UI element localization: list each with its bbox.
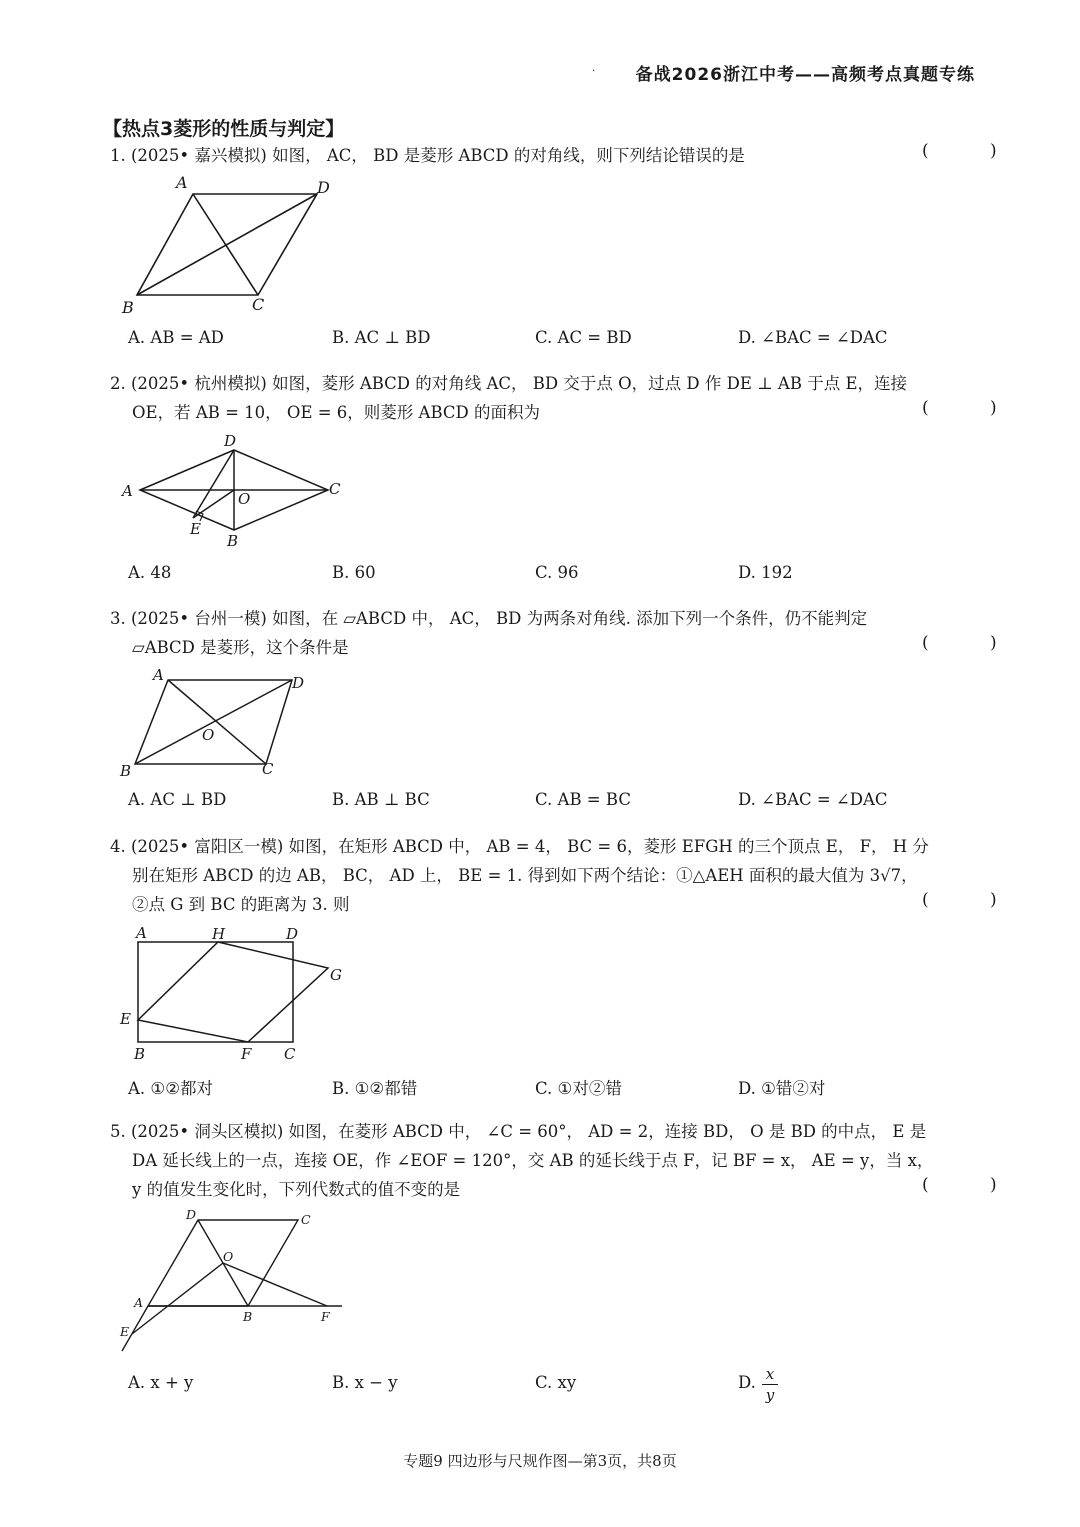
option-5d-prefix: D.	[738, 1373, 756, 1392]
question-3-line-1: 3. (2025• 台州一模) 如图，在 ▱ABCD 中， AC， BD 为两条对角线. 添加下列一个条件，仍不能判定	[110, 609, 868, 628]
answer-paren-4: ( )	[922, 890, 1025, 910]
option-1a: A. AB = AD	[128, 328, 224, 347]
fraction-numerator: x	[765, 1365, 775, 1383]
answer-paren-5: ( )	[922, 1175, 1025, 1195]
label-h: H	[212, 925, 226, 943]
label-d: D	[292, 674, 305, 692]
option-3a: A. AC ⊥ BD	[128, 790, 227, 809]
option-4c: C. ①对②错	[535, 1079, 622, 1098]
fraction-denominator: y	[765, 1386, 775, 1404]
label-b: B	[122, 298, 134, 317]
label-b: B	[243, 1309, 253, 1324]
label-c: C	[284, 1045, 296, 1063]
label-f: F	[321, 1309, 330, 1324]
label-o: O	[202, 726, 215, 744]
label-b: B	[120, 762, 132, 780]
rectangle-abcd	[138, 942, 293, 1042]
question-4-line-2: 别在矩形 ABCD 的边 AB， BC， AD 上， BE = 1. 得到如下两个结论：①△AEH 面积的最大值为 3√7，	[132, 866, 918, 885]
option-1d: D. ∠BAC = ∠DAC	[738, 328, 888, 347]
label-o: O	[223, 1249, 234, 1264]
label-e: E	[190, 520, 201, 538]
label-d: D	[186, 1207, 197, 1222]
rhombus-efgh	[138, 942, 328, 1042]
option-2c: C. 96	[535, 563, 579, 582]
question-1-line-1: 1. (2025• 嘉兴模拟) 如图， AC， BD 是菱形 ABCD 的对角线，则下列结论错误的是	[110, 146, 745, 165]
option-1b: B. AC ⊥ BD	[332, 328, 431, 347]
option-5a: A. x + y	[128, 1373, 194, 1392]
page-footer: 专题9 四边形与尺规作图—第3页，共8页	[403, 1452, 677, 1470]
option-5c: C. xy	[535, 1373, 577, 1392]
label-e: E	[120, 1324, 130, 1339]
figure-1	[110, 170, 350, 320]
diagonal-bd	[135, 680, 292, 764]
option-4a: A. ①②都对	[128, 1079, 213, 1098]
label-a: A	[153, 666, 164, 684]
question-2-line-2: OE，若 AB = 10， OE = 6，则菱形 ABCD 的面积为	[132, 403, 540, 422]
page-header: 备战2026浙江中考——高频考点真题专练	[635, 65, 975, 85]
label-o: O	[238, 490, 251, 508]
question-5-line-2: DA 延长线上的一点，连接 OE，作 ∠EOF = 120°，交 AB 的延长线于点 F，记 BF = x， AE = y，当 x，	[132, 1151, 934, 1170]
option-2a: A. 48	[128, 563, 172, 582]
header-dot: ·	[592, 66, 596, 77]
label-b: B	[227, 532, 239, 550]
diagonal-bd	[137, 194, 317, 295]
segment-de	[193, 450, 234, 518]
question-4-line-3: ②点 G 到 BC 的距离为 3. 则	[132, 895, 350, 914]
segment-oe	[132, 1263, 223, 1334]
label-c: C	[262, 760, 274, 778]
label-d: D	[317, 178, 330, 197]
label-b: B	[134, 1045, 146, 1063]
label-a: A	[122, 482, 133, 500]
option-3b: B. AB ⊥ BC	[332, 790, 430, 809]
question-5-line-1: 5. (2025• 洞头区模拟) 如图，在菱形 ABCD 中， ∠C = 60°， AD = 2，连接 BD， O 是 BD 的中点， E 是	[110, 1122, 927, 1141]
label-a: A	[136, 924, 147, 942]
label-c: C	[329, 480, 341, 498]
option-3d: D. ∠BAC = ∠DAC	[738, 790, 888, 809]
option-1c: C. AC = BD	[535, 328, 632, 347]
figure-2	[110, 428, 360, 553]
option-5b: B. x − y	[332, 1373, 398, 1392]
answer-paren-2: ( )	[922, 398, 1025, 418]
segment-oe	[193, 490, 234, 518]
answer-paren-1: ( )	[922, 141, 1025, 161]
option-2b: B. 60	[332, 563, 376, 582]
label-f: F	[241, 1045, 252, 1063]
question-3-line-2: ▱ABCD 是菱形，这个条件是	[132, 638, 349, 657]
option-2d: D. 192	[738, 563, 793, 582]
answer-paren-3: ( )	[922, 633, 1025, 653]
option-3c: C. AB = BC	[535, 790, 631, 809]
figure-3	[110, 664, 330, 784]
label-d: D	[224, 432, 237, 450]
figure-4	[110, 920, 360, 1070]
option-4d: D. ①错②对	[738, 1079, 826, 1098]
option-4b: B. ①②都错	[332, 1079, 418, 1098]
question-2-line-1: 2. (2025• 杭州模拟) 如图，菱形 ABCD 的对角线 AC， BD 交于点 O，过点 D 作 DE ⊥ AB 于点 E，连接	[110, 374, 907, 393]
label-g: G	[330, 966, 342, 984]
fraction-bar	[762, 1384, 778, 1385]
label-a: A	[134, 1295, 144, 1310]
segment-of	[223, 1263, 327, 1306]
question-4-line-1: 4. (2025• 富阳区一模) 如图，在矩形 ABCD 中， AB = 4， BC = 6，菱形 EFGH 的三个顶点 E， F， H 分	[110, 837, 929, 856]
label-c: C	[252, 295, 265, 314]
label-c: C	[301, 1212, 311, 1227]
label-a: A	[176, 173, 188, 192]
diagonal-ac	[168, 680, 266, 764]
section-title: 【热点3菱形的性质与判定】	[103, 118, 345, 140]
label-d: D	[286, 925, 299, 943]
question-5-line-3: y 的值发生变化时，下列代数式的值不变的是	[132, 1180, 461, 1199]
figure-5	[110, 1205, 360, 1355]
option-5d-fraction	[762, 1365, 778, 1404]
label-e: E	[120, 1010, 131, 1028]
